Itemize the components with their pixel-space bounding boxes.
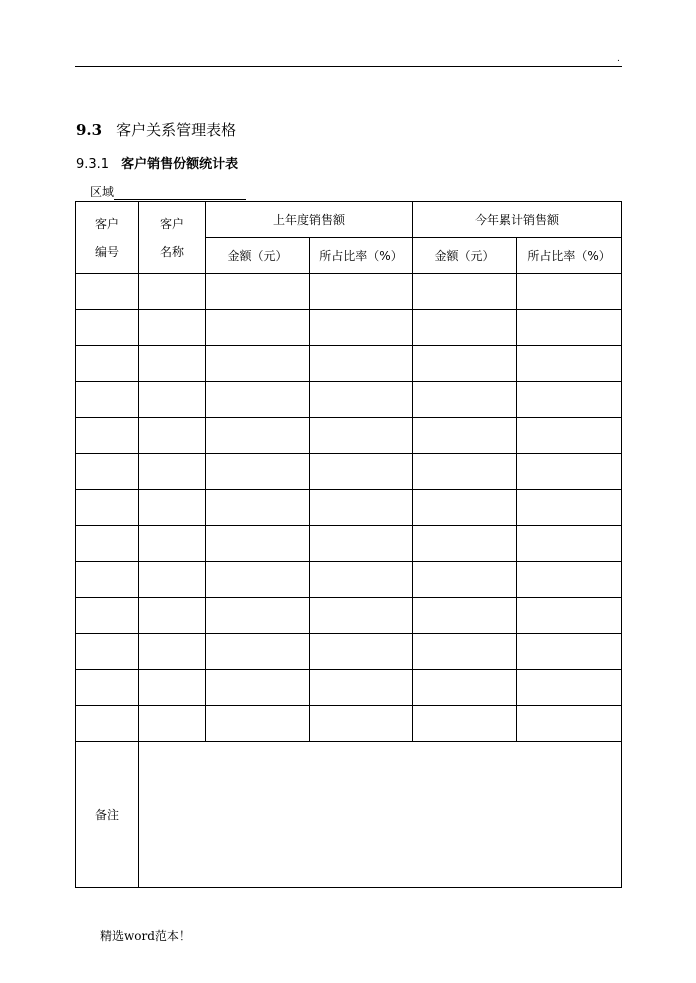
- header-last-year-ratio: 所占比率（%）: [310, 238, 413, 274]
- table-cell[interactable]: [310, 274, 413, 310]
- table-cell[interactable]: [517, 634, 622, 670]
- table-cell[interactable]: [517, 454, 622, 490]
- table-cell[interactable]: [206, 310, 310, 346]
- table-cell[interactable]: [76, 346, 139, 382]
- table-cell[interactable]: [517, 274, 622, 310]
- table-row: [76, 454, 622, 490]
- table-cell[interactable]: [139, 670, 206, 706]
- header-this-year-amount: 金额（元）: [413, 238, 517, 274]
- table-cell[interactable]: [517, 490, 622, 526]
- table-cell[interactable]: [310, 706, 413, 742]
- table-cell[interactable]: [76, 490, 139, 526]
- header-rule: [75, 66, 622, 67]
- table-cell[interactable]: [310, 562, 413, 598]
- table-row: [76, 418, 622, 454]
- region-field: [90, 184, 246, 200]
- table-cell[interactable]: [310, 490, 413, 526]
- table-cell[interactable]: [413, 670, 517, 706]
- table-row: [76, 310, 622, 346]
- table-cell[interactable]: [206, 526, 310, 562]
- table-cell[interactable]: [310, 310, 413, 346]
- table-cell[interactable]: [139, 346, 206, 382]
- table-cell[interactable]: [310, 634, 413, 670]
- table-row: [76, 598, 622, 634]
- customer-sales-share-table: [75, 201, 622, 888]
- table-cell[interactable]: [517, 598, 622, 634]
- table-row: [76, 526, 622, 562]
- table-cell[interactable]: [517, 706, 622, 742]
- section-title: [76, 120, 236, 140]
- table-cell[interactable]: [413, 490, 517, 526]
- table-cell[interactable]: [413, 418, 517, 454]
- table-cell[interactable]: [517, 526, 622, 562]
- table-cell[interactable]: [517, 310, 622, 346]
- table-cell[interactable]: [517, 346, 622, 382]
- header-this-year-ratio: 所占比率（%）: [517, 238, 622, 274]
- header-customer-name-line2: 名称: [159, 244, 184, 259]
- table-cell[interactable]: [206, 670, 310, 706]
- section-title-text: 客户关系管理表格: [116, 121, 237, 139]
- notes-row: [76, 742, 622, 888]
- table-row: [76, 706, 622, 742]
- table-cell[interactable]: [413, 634, 517, 670]
- table-cell[interactable]: [139, 562, 206, 598]
- table-cell[interactable]: [310, 598, 413, 634]
- table-cell[interactable]: [139, 274, 206, 310]
- section-number: 9.3: [76, 121, 103, 139]
- table-cell[interactable]: [206, 346, 310, 382]
- region-input-line[interactable]: [114, 186, 246, 200]
- table-cell[interactable]: [517, 418, 622, 454]
- table-row: [76, 562, 622, 598]
- table-cell[interactable]: [310, 526, 413, 562]
- header-this-year-sales: 今年累计销售额: [413, 202, 622, 238]
- table-cell[interactable]: [206, 382, 310, 418]
- table-cell[interactable]: [413, 454, 517, 490]
- table-cell[interactable]: [206, 562, 310, 598]
- header-customer-name: [139, 202, 206, 274]
- table-row: [76, 490, 622, 526]
- region-label: 区域: [90, 185, 115, 199]
- table-cell[interactable]: [76, 598, 139, 634]
- table-cell[interactable]: [139, 526, 206, 562]
- table-cell[interactable]: [413, 274, 517, 310]
- table-cell[interactable]: [310, 454, 413, 490]
- table-cell[interactable]: [139, 706, 206, 742]
- header-customer-name-line1: 客户: [159, 216, 184, 231]
- table-cell[interactable]: [517, 670, 622, 706]
- footer-text: 精选word范本！: [100, 929, 191, 943]
- header-last-year-amount: 金额（元）: [206, 238, 310, 274]
- table-cell[interactable]: [413, 562, 517, 598]
- table-cell[interactable]: [413, 598, 517, 634]
- table-cell[interactable]: [310, 346, 413, 382]
- table-cell[interactable]: [76, 382, 139, 418]
- table-cell[interactable]: [206, 274, 310, 310]
- table-cell[interactable]: [206, 634, 310, 670]
- table-cell[interactable]: [139, 598, 206, 634]
- table-cell[interactable]: [206, 706, 310, 742]
- table-cell[interactable]: [76, 418, 139, 454]
- table-cell[interactable]: [76, 274, 139, 310]
- table-cell[interactable]: [76, 670, 139, 706]
- corner-mark: .: [617, 54, 620, 64]
- table-cell[interactable]: [517, 382, 622, 418]
- notes-cell[interactable]: [139, 742, 622, 888]
- table-cell[interactable]: [139, 382, 206, 418]
- table-cell[interactable]: [76, 454, 139, 490]
- table-cell[interactable]: [413, 706, 517, 742]
- header-customer-id: [76, 202, 139, 274]
- table-cell[interactable]: [76, 310, 139, 346]
- header-customer-id-line1: 客户: [94, 216, 119, 231]
- table-cell[interactable]: [413, 310, 517, 346]
- table-cell[interactable]: [413, 526, 517, 562]
- table-cell[interactable]: [76, 706, 139, 742]
- table-cell[interactable]: [206, 598, 310, 634]
- subsection-number: 9.3.1: [76, 157, 110, 172]
- table-cell[interactable]: [413, 382, 517, 418]
- table-cell[interactable]: [206, 454, 310, 490]
- table-cell[interactable]: [310, 670, 413, 706]
- table-cell[interactable]: [206, 418, 310, 454]
- table-cell[interactable]: [139, 490, 206, 526]
- subsection-title: [76, 156, 238, 174]
- table-row: [76, 634, 622, 670]
- subsection-title-text: 客户销售份额统计表: [121, 157, 239, 172]
- table-row: [76, 274, 622, 310]
- table-cell[interactable]: [206, 490, 310, 526]
- header-last-year-sales: 上年度销售额: [206, 202, 413, 238]
- table-cell[interactable]: [517, 562, 622, 598]
- table-cell[interactable]: [310, 382, 413, 418]
- table-cell[interactable]: [76, 634, 139, 670]
- table-cell[interactable]: [76, 526, 139, 562]
- table-cell[interactable]: [413, 346, 517, 382]
- table-cell[interactable]: [139, 310, 206, 346]
- table-cell[interactable]: [139, 418, 206, 454]
- table-row: [76, 346, 622, 382]
- header-customer-id-line2: 编号: [94, 244, 119, 259]
- notes-label: 备注: [76, 742, 139, 888]
- table-cell[interactable]: [310, 418, 413, 454]
- table-cell[interactable]: [76, 562, 139, 598]
- table-cell[interactable]: [139, 454, 206, 490]
- table-cell[interactable]: [139, 634, 206, 670]
- table-row: [76, 382, 622, 418]
- table-row: [76, 670, 622, 706]
